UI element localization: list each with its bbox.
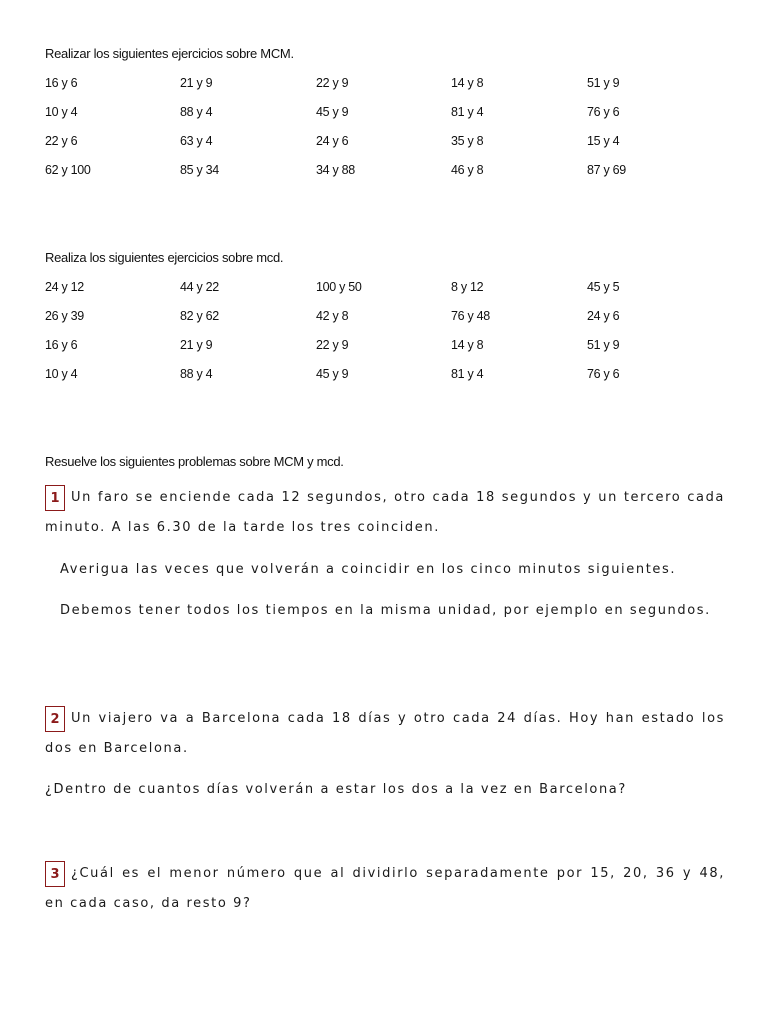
problems-heading: Resuelve los siguientes problemas sobre MCM y mcd. (45, 454, 344, 469)
exercise-item: 45 y 9 (316, 105, 349, 119)
problem-1 (45, 483, 725, 543)
exercise-item: 76 y 6 (587, 367, 620, 381)
problem-1-text: Un faro se enciende cada 12 segundos, otro cada 18 segundos y un tercero cada minuto. A las 6.30 de la tarde los tres coinciden. (45, 490, 725, 535)
exercise-item: 76 y 6 (587, 105, 620, 119)
grid-row (45, 280, 725, 309)
exercise-item: 21 y 9 (180, 338, 213, 352)
exercise-item: 82 y 62 (180, 309, 219, 323)
problem-2-question: ¿Dentro de cuantos días volverán a estar los dos a la vez en Barcelona? (45, 782, 627, 797)
grid-row (45, 76, 725, 105)
exercise-item: 35 y 8 (451, 134, 484, 148)
exercise-item: 14 y 8 (451, 76, 484, 90)
grid-row (45, 134, 725, 163)
exercise-item: 42 y 8 (316, 309, 349, 323)
exercise-item: 24 y 6 (316, 134, 349, 148)
exercise-item: 24 y 12 (45, 280, 84, 294)
exercise-item: 21 y 9 (180, 76, 213, 90)
exercise-item: 51 y 9 (587, 76, 620, 90)
problem-3 (45, 859, 725, 919)
exercise-item: 45 y 9 (316, 367, 349, 381)
exercise-item: 16 y 6 (45, 338, 78, 352)
exercise-item: 88 y 4 (180, 367, 213, 381)
exercise-item: 8 y 12 (451, 280, 484, 294)
problem-number-badge: 3 (45, 861, 65, 887)
problem-number-badge: 2 (45, 706, 65, 732)
mcd-heading: Realiza los siguientes ejercicios sobre mcd. (45, 250, 284, 265)
grid-row (45, 163, 725, 192)
exercise-item: 34 y 88 (316, 163, 355, 177)
exercise-item: 76 y 48 (451, 309, 490, 323)
exercise-item: 44 y 22 (180, 280, 219, 294)
exercise-item: 46 y 8 (451, 163, 484, 177)
problem-2-text: Un viajero va a Barcelona cada 18 días y otro cada 24 días. Hoy han estado los dos en Barcelona. (45, 711, 725, 756)
exercise-item: 81 y 4 (451, 105, 484, 119)
exercise-item: 81 y 4 (451, 367, 484, 381)
exercise-item: 22 y 9 (316, 338, 349, 352)
problem-1-question: Averigua las veces que volverán a coincidir en los cinco minutos siguientes. (60, 562, 677, 577)
exercise-item: 16 y 6 (45, 76, 78, 90)
exercise-item: 87 y 69 (587, 163, 626, 177)
exercise-item: 15 y 4 (587, 134, 620, 148)
exercise-item: 85 y 34 (180, 163, 219, 177)
mcm-heading: Realizar los siguientes ejercicios sobre MCM. (45, 46, 294, 61)
mcm-exercise-grid (45, 76, 725, 192)
exercise-item: 88 y 4 (180, 105, 213, 119)
exercise-item: 51 y 9 (587, 338, 620, 352)
exercise-item: 63 y 4 (180, 134, 213, 148)
mcd-exercise-grid (45, 280, 725, 396)
exercise-item: 22 y 6 (45, 134, 78, 148)
exercise-item: 10 y 4 (45, 367, 78, 381)
exercise-item: 26 y 39 (45, 309, 84, 323)
problem-3-text: ¿Cuál es el menor número que al dividirlo separadamente por 15, 20, 36 y 48, en cada caso, da resto 9? (45, 866, 725, 911)
grid-row (45, 309, 725, 338)
grid-row (45, 105, 725, 134)
exercise-item: 100 y 50 (316, 280, 362, 294)
exercise-item: 24 y 6 (587, 309, 620, 323)
grid-row (45, 338, 725, 367)
problem-number-badge: 1 (45, 485, 65, 511)
exercise-item: 14 y 8 (451, 338, 484, 352)
grid-row (45, 367, 725, 396)
problem-1-hint: Debemos tener todos los tiempos en la misma unidad, por ejemplo en segundos. (60, 603, 711, 618)
exercise-item: 22 y 9 (316, 76, 349, 90)
exercise-item: 45 y 5 (587, 280, 620, 294)
problem-2 (45, 704, 725, 764)
exercise-item: 10 y 4 (45, 105, 78, 119)
exercise-item: 62 y 100 (45, 163, 91, 177)
